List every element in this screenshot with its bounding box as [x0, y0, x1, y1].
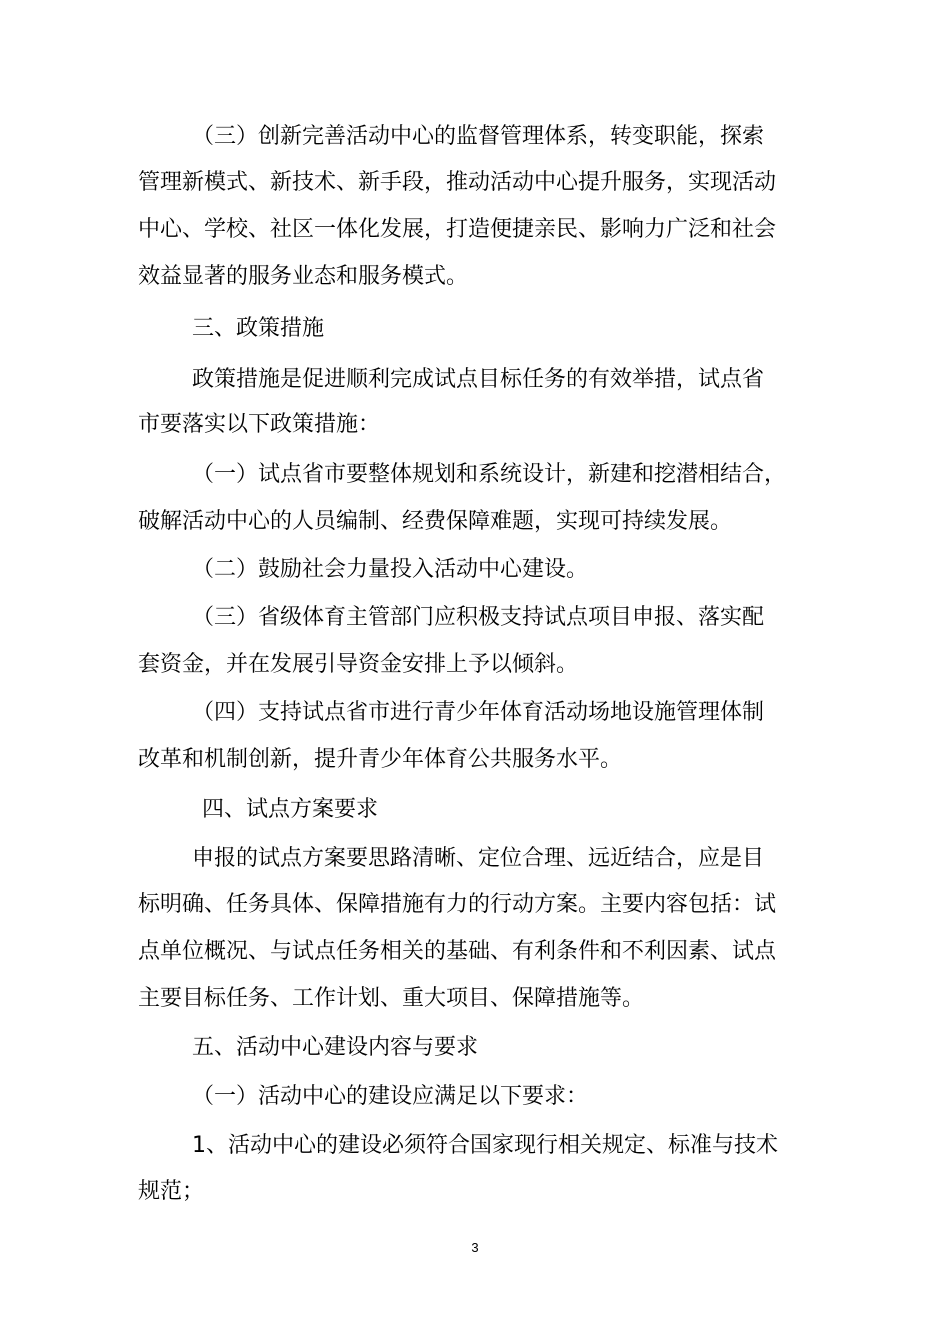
paragraph-line: 改革和机制创新，提升青少年体育公共服务水平。: [138, 747, 623, 772]
page-number: 3: [471, 1240, 479, 1255]
paragraph-line: 市要落实以下政策措施：: [138, 412, 381, 437]
paragraph-line: 点单位概况、与试点任务相关的基础、有利条件和不利因素、试点: [138, 939, 777, 964]
section-heading: 三、政策措施: [192, 316, 325, 341]
paragraph-line: （三）创新完善活动中心的监督管理体系，转变职能，探索: [192, 124, 765, 149]
paragraph-line: 申报的试点方案要思路清晰、定位合理、远近结合，应是目: [192, 846, 765, 871]
paragraph-line: 管理新模式、新技术、新手段，推动活动中心提升服务，实现活动: [138, 170, 777, 195]
section-heading: 四、试点方案要求: [202, 797, 379, 822]
paragraph-line: （二）鼓励社会力量投入活动中心建设。: [192, 557, 589, 582]
paragraph-line: 效益显著的服务业态和服务模式。: [138, 264, 469, 289]
paragraph-line: （四）支持试点省市进行青少年体育活动场地设施管理体制: [192, 700, 765, 725]
paragraph-line: 破解活动中心的人员编制、经费保障难题，实现可持续发展。: [138, 509, 733, 534]
paragraph-line: 政策措施是促进顺利完成试点目标任务的有效举措，试点省: [192, 367, 765, 392]
paragraph-line: 1、活动中心的建设必须符合国家现行相关规定、标准与技术: [192, 1133, 778, 1158]
paragraph-line: （一）试点省市要整体规划和系统设计，新建和挖潜相结合，: [192, 462, 787, 487]
paragraph-line: 主要目标任务、工作计划、重大项目、保障措施等。: [138, 986, 645, 1011]
paragraph-line: （一）活动中心的建设应满足以下要求：: [192, 1084, 589, 1109]
paragraph-line: 标明确、任务具体、保障措施有力的行动方案。主要内容包括：试: [138, 892, 777, 917]
paragraph-line: （三）省级体育主管部门应积极支持试点项目申报、落实配: [192, 605, 765, 630]
paragraph-line: 规范；: [138, 1179, 205, 1204]
section-heading: 五、活动中心建设内容与要求: [192, 1035, 479, 1060]
paragraph-line: 套资金，并在发展引导资金安排上予以倾斜。: [138, 652, 579, 677]
paragraph-line: 中心、学校、社区一体化发展，打造便捷亲民、影响力广泛和社会: [138, 217, 777, 242]
